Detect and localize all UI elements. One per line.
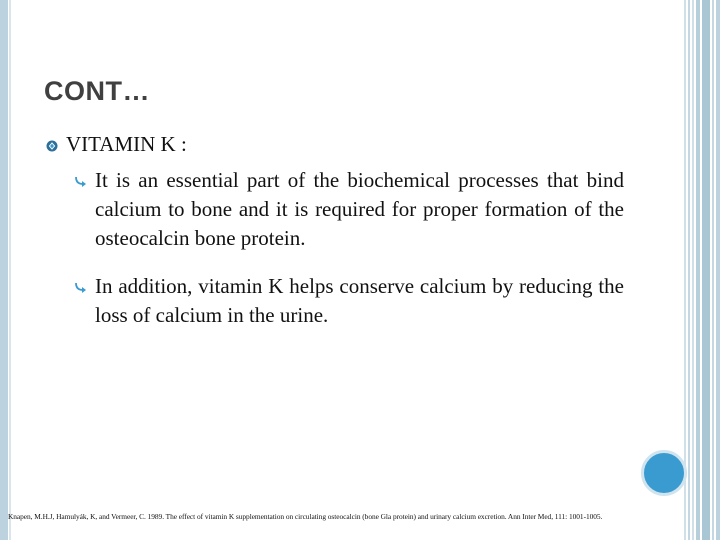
right-decorative-stripe (688, 0, 690, 540)
bullet-heading-vitamin-k: VITAMIN K : (66, 132, 187, 156)
circle-decoration-icon (641, 450, 687, 496)
sub-bullet-item (74, 166, 624, 253)
diamond-bullet-icon (46, 140, 58, 152)
sub-bullet-text: It is an essential part of the biochemical processes that bind calcium to bone and it is required for proper formation of the osteocalcin bone protein. (95, 168, 624, 250)
right-decorative-stripe (692, 0, 694, 540)
right-decorative-stripe (712, 0, 714, 540)
right-decorative-stripe (696, 0, 700, 540)
right-decorative-stripe (716, 0, 720, 540)
right-decorative-bar (702, 0, 710, 540)
left-decorative-stripe (9, 0, 11, 540)
sub-bullet-item (74, 272, 624, 330)
right-decorative-stripe (684, 0, 686, 540)
sub-bullet-text: In addition, vitamin K helps conserve calcium by reducing the loss of calcium in the urine. (95, 274, 624, 327)
curved-arrow-bullet-icon (74, 175, 90, 187)
footer-citation: Knapen, M.H.J, Hamulyák, K, and Vermeer, C. 1989. The effect of vitamin K supplementation on circulating osteocalcin (bone Gla protein) and urinary calcium excretion. Ann Inter Med, 111: 1001-1005. (8, 512, 603, 521)
slide-title: CONT… (44, 76, 150, 106)
left-decorative-bar (0, 0, 8, 540)
curved-arrow-bullet-icon (74, 281, 90, 293)
